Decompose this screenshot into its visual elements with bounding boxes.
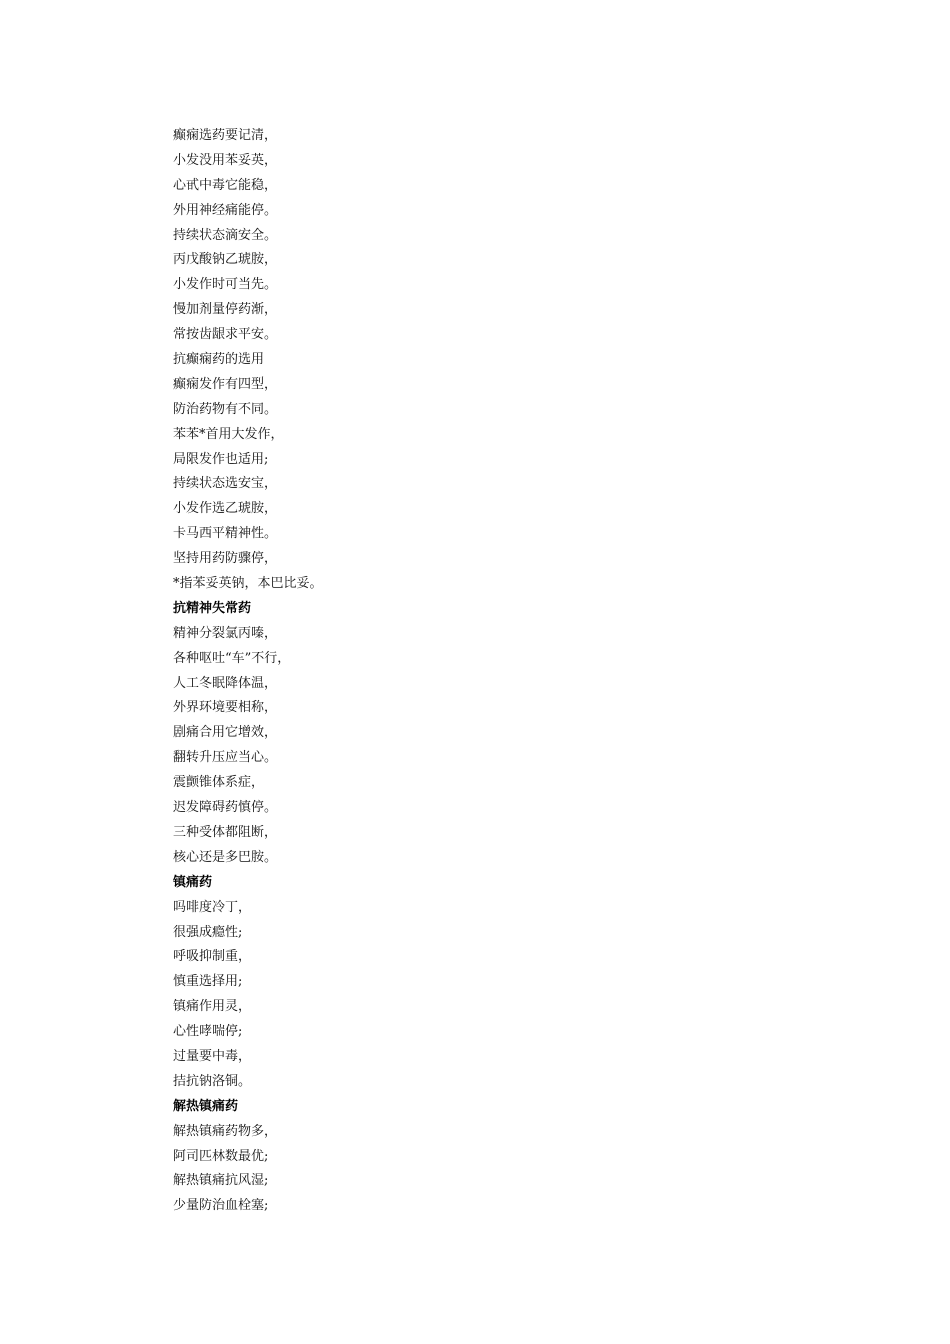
document-text-column [173, 124, 673, 1219]
verse-line: 心性哮喘停; [173, 1024, 243, 1040]
verse-line: 很强成瘾性; [173, 924, 243, 940]
verse-line: 三种受体都阻断， [173, 824, 278, 840]
verse-line: 癫痫发作有四型， [173, 376, 278, 392]
verse-line: 剧痛合用它增效， [173, 725, 278, 741]
verse-line: 防治药物有不同。 [173, 401, 278, 417]
verse-line: 解热镇痛抗风湿; [173, 1173, 269, 1189]
verse-line: 小发作选乙琥胺， [173, 501, 278, 517]
verse-line: 苯苯*首用大发作， [173, 426, 284, 442]
verse-line: 坚持用药防骤停， [173, 551, 278, 567]
verse-line: 吗啡度冷丁， [173, 899, 252, 915]
verse-line: 人工冬眠降体温， [173, 675, 278, 691]
verse-line: 镇痛作用灵， [173, 999, 252, 1015]
verse-line: 核心还是多巴胺。 [173, 849, 278, 865]
verse-line: 抗癫痫药的选用 [173, 352, 265, 368]
verse-line: 翻转升压应当心。 [173, 750, 278, 766]
verse-line: 少量防治血栓塞; [173, 1198, 269, 1214]
verse-line: 过量要中毒， [173, 1048, 252, 1064]
verse-line: 解热镇痛药物多， [173, 1123, 278, 1139]
verse-line: 心甙中毒它能稳， [173, 177, 278, 193]
verse-line: 小发作时可当先。 [173, 277, 278, 293]
verse-line: 局限发作也适用; [173, 451, 269, 467]
verse-line: 慢加剂量停药渐， [173, 302, 278, 318]
verse-line: 各种呕吐“车”不行， [173, 650, 291, 666]
verse-line: 震颤锥体系症， [173, 775, 265, 791]
verse-line: 持续状态选安宝， [173, 476, 278, 492]
verse-line: 外界环境要相称， [173, 700, 278, 716]
verse-line: 阿司匹林数最优; [173, 1148, 269, 1164]
verse-line: 拮抗钠洛铜。 [173, 1073, 252, 1089]
section-heading: 解热镇痛药 [173, 1098, 239, 1114]
section-heading: 镇痛药 [173, 874, 213, 890]
verse-line: *指苯妥英钠，本巴比妥。 [173, 576, 323, 592]
verse-line: 外用神经痛能停。 [173, 202, 278, 218]
verse-line: 卡马西平精神性。 [173, 526, 278, 542]
verse-line: 丙戊酸钠乙琥胺， [173, 252, 278, 268]
section-heading: 抗精神失常药 [173, 600, 252, 616]
verse-line: 精神分裂氯丙嗪， [173, 625, 278, 641]
verse-line: 癫痫选药要记清， [173, 128, 278, 143]
verse-line: 持续状态滴安全。 [173, 227, 278, 243]
verse-line: 呼吸抑制重， [173, 949, 252, 965]
verse-line: 慎重选择用; [173, 974, 243, 990]
verse-line: 常按齿龈求平安。 [173, 327, 278, 343]
verse-line: 小发没用苯妥英， [173, 152, 278, 168]
verse-line: 迟发障碍药慎停。 [173, 800, 278, 816]
